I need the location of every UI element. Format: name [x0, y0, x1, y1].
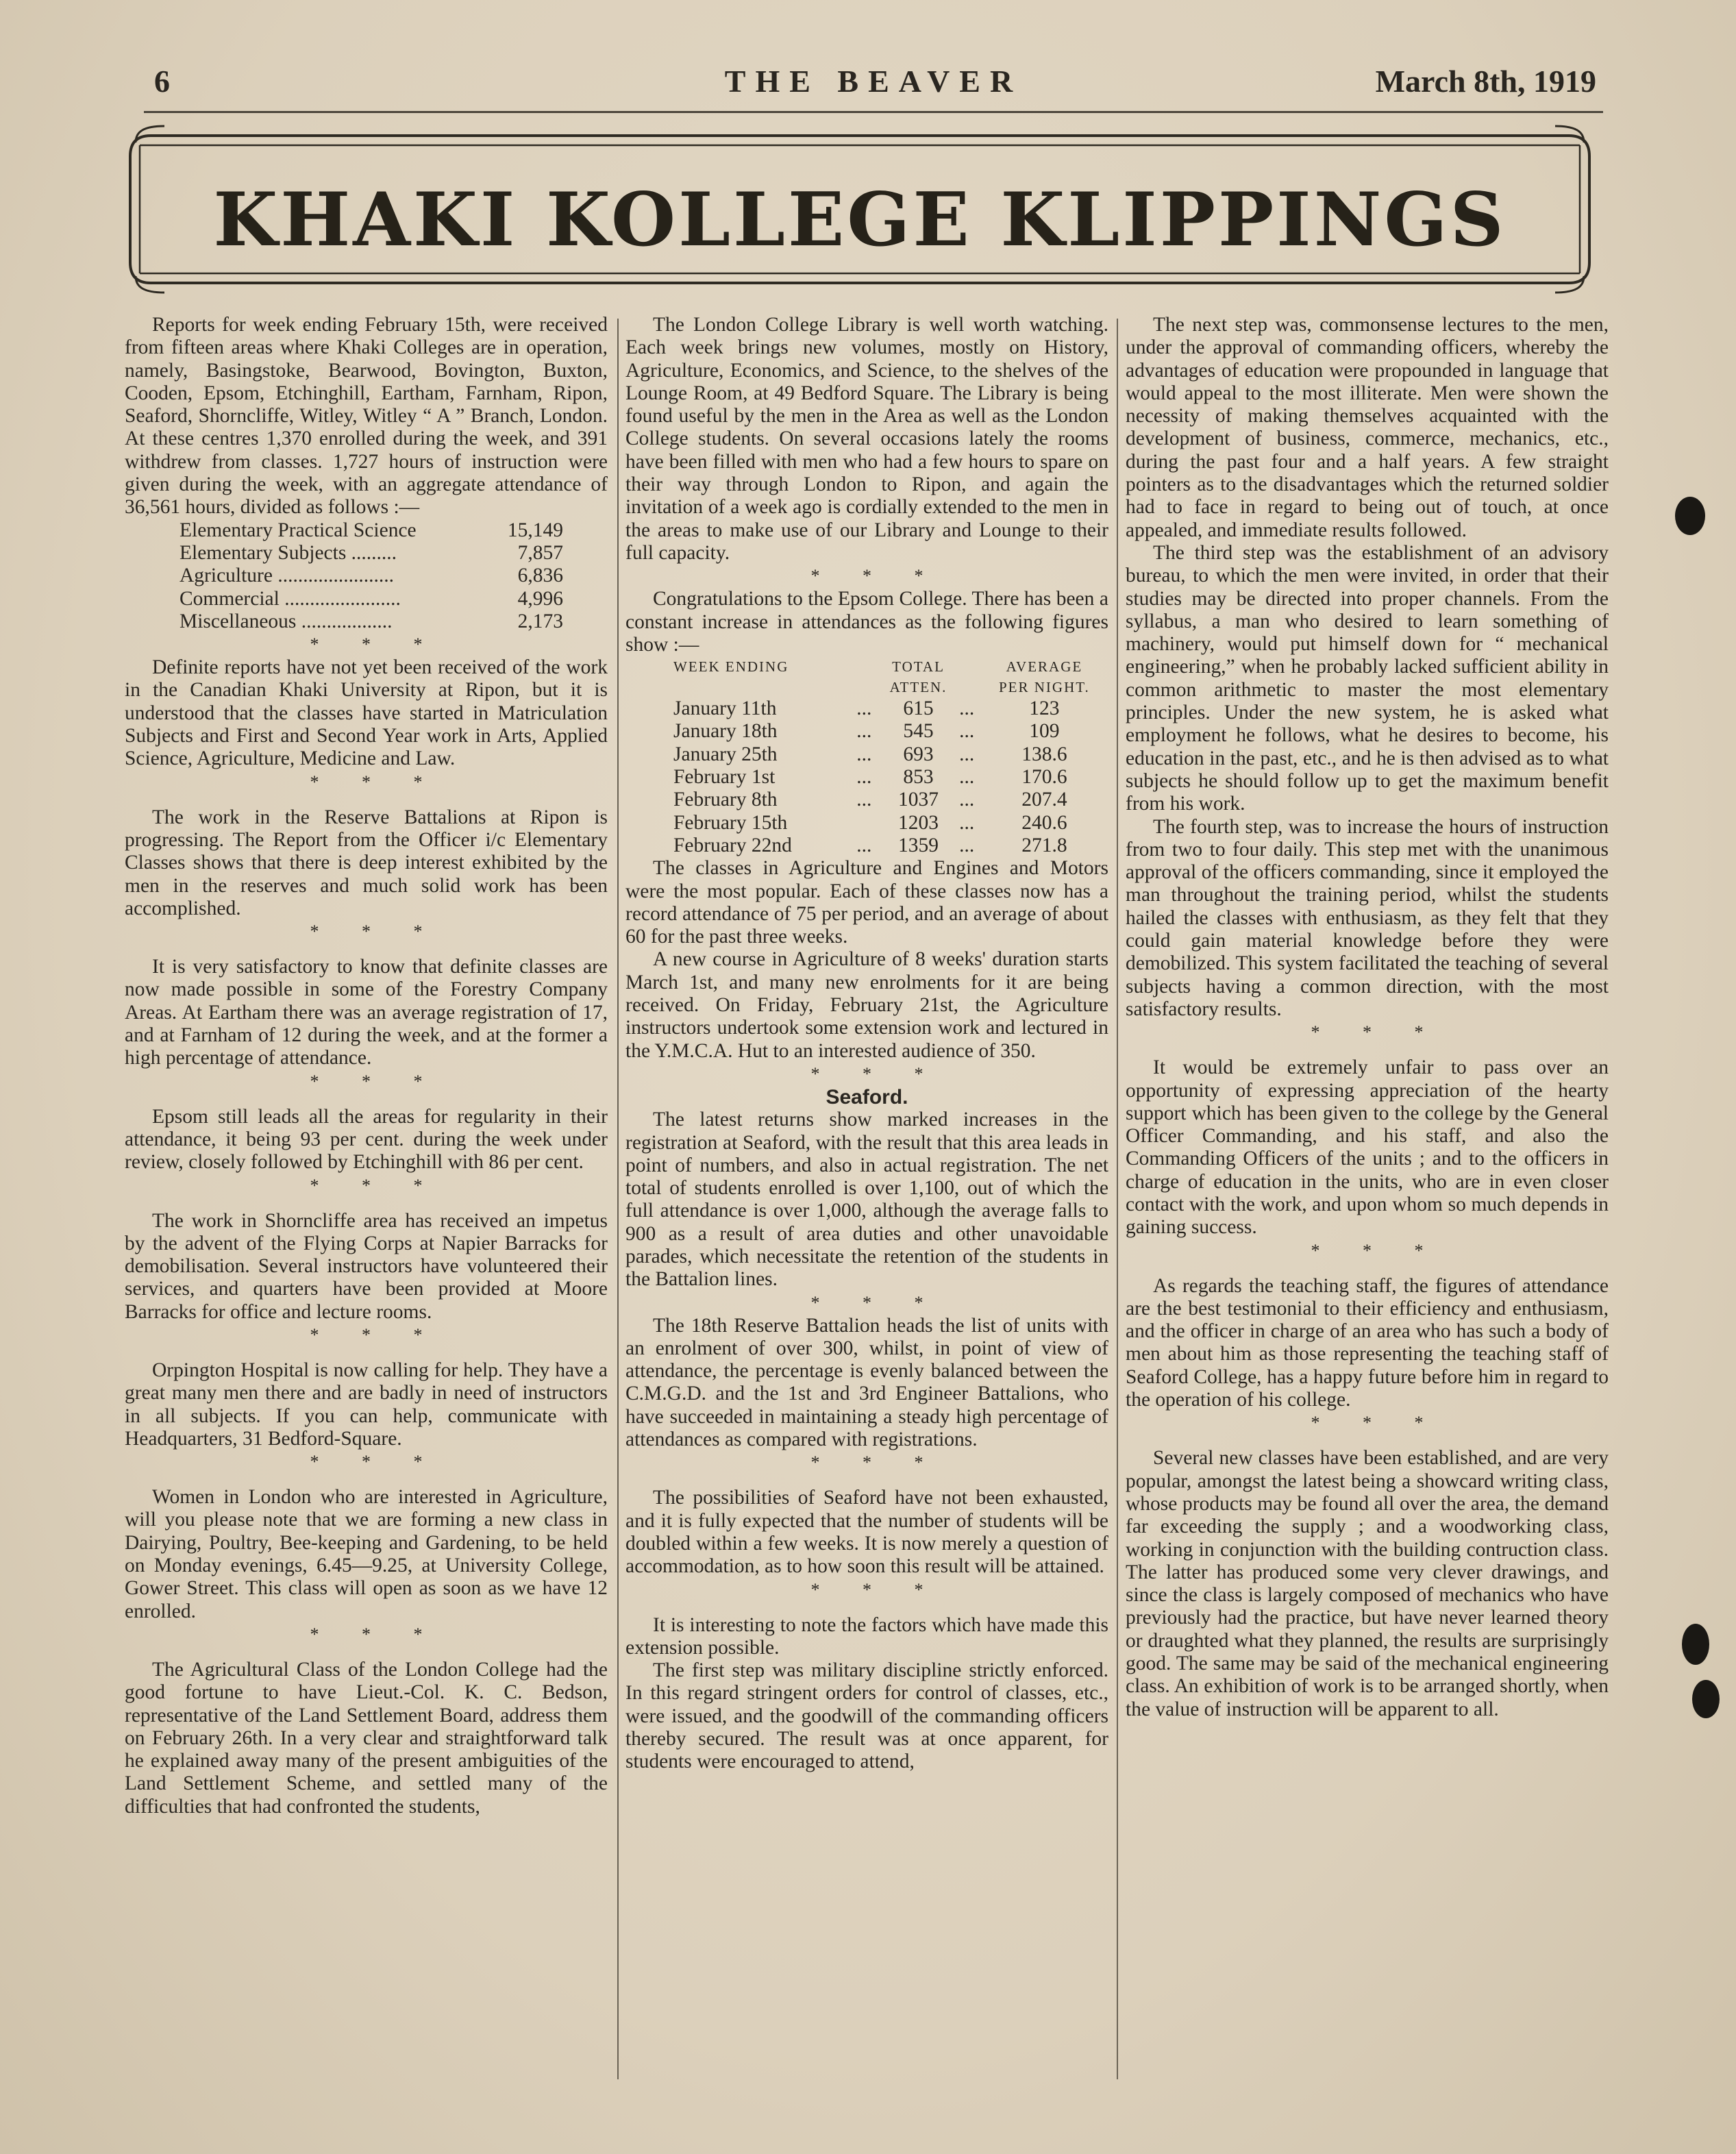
separator: * * *	[1311, 1413, 1443, 1433]
subject-hours-list	[179, 519, 608, 633]
table-row: January 18th ... 545 ... 109	[673, 720, 1060, 743]
list-item	[179, 542, 563, 565]
list-item	[179, 519, 563, 542]
article-paragraph: It is very satisfactory to know that definite classes are now made possible in some of the Forestry Company Areas. At Eartham there was an average registration of 17, and at Farnham of 12 during the week, and at the former a high percentage of attendance.	[125, 956, 608, 1069]
article-paragraph: The fourth step, was to increase the hours of instruction from two to four daily. This step met with the unanimous approval of the officers commanding, since it employed the man throughout the training period, whilst the students hailed the classes with enthusiasm, as they felt that they could gain material knowledge before they were demobilized. This system facilitated the teaching of several subjects having a common direction, with the most satisfactory results.	[1126, 815, 1609, 1020]
binding-hole	[1682, 1624, 1709, 1665]
table-row: February 8th ... 1037 ... 207.4	[673, 789, 1067, 811]
article-paragraph: As regards the teaching staff, the figures of attendance are the best testimonial to their efficiency and enthusiasm, and the officer in charge of an area who has such a body of men about him as those representing the teaching staff of Seaford College, has a happy future before him in regard to the operation of his college.	[1126, 1274, 1609, 1411]
table-header-row	[625, 677, 1108, 697]
column-divider	[1117, 319, 1118, 2079]
separator: * * *	[310, 634, 442, 655]
separator: * * *	[310, 1324, 442, 1345]
article-paragraph: It would be extremely unfair to pass over an opportunity of expressing appreciation of the hearty support which has been given to the college by the General Officer Commanding, and his staff, and also the Commanding Officers of the units ; and to the officers in charge of education in the units, who are in even closer contact with the work, and upon whom so much depends in gaining success.	[1126, 1056, 1609, 1239]
separator: * * *	[310, 1071, 442, 1091]
separator: * * *	[810, 566, 943, 586]
article-paragraph: Women in London who are interested in Agriculture, will you please note that we are forming a new class in Dairying, Poultry, Bee-keeping and Gardening, to be held on Monday evenings, 6.45—9.25, at University College, Gower Street. This class will open as soon as we have 12 enrolled.	[125, 1486, 608, 1622]
table-header-row	[625, 656, 1108, 677]
masthead	[144, 63, 1603, 106]
article-paragraph: Congratulations to the Epsom College. There has been a constant increase in attendances as the following figures show :—	[625, 588, 1108, 656]
article-paragraph: The London College Library is well worth watching. Each week brings new volumes, mostly on History, Agriculture, Economics, and Science, to the shelves of the Lounge Room, at 49 Bedford Square. The Library is being found useful by the men in the Area as well as the London College students. On several occasions lately the rooms have been filled with men who had a few hours to spare on their way through London to Ripon, and again the invitation of a week ago is cordially extended to the men in the areas to make use of our Library and Lounge to their full capacity.	[625, 314, 1108, 564]
separator: * * *	[1311, 1022, 1443, 1043]
separator: * * *	[310, 1452, 442, 1472]
article-paragraph: The work in Shorncliffe area has received an impetus by the advent of the Flying Corps at Napier Barracks for demobilisation. Several instructors have volunteered their services, and quarters have been provided at Moore Barracks for office and lecture rooms.	[125, 1209, 608, 1323]
article-paragraph: The Agricultural Class of the London College had the good fortune to have Lieut.-Col. K. C. Bedson, representative of the Land Settlement Board, address them on February 26th. In a very clear and straightforward talk he explained away many of the present ambiguities of the Land Settlement Scheme, and settled many of the difficulties that had confronted the students,	[125, 1658, 608, 1818]
subject-hours: 6,836	[517, 565, 563, 587]
column-header: WEEK ENDING	[673, 658, 789, 676]
issue-date: March 8th, 1919	[1375, 64, 1596, 99]
article-paragraph: Definite reports have not yet been received of the work in the Canadian Khaki University at Ripon, but it is understood that the classes have started in Matriculation Subjects and First and Second Year work in Arts, Applied Science, Agriculture, Medicine and Law.	[125, 656, 608, 770]
subject-hours: 7,857	[517, 541, 563, 564]
separator: * * *	[1311, 1240, 1443, 1261]
publication-name: THE BEAVER	[724, 64, 1023, 99]
masthead-rule	[144, 111, 1603, 113]
article-paragraph: The latest returns show marked increases in the registration at Seaford, with the result that this area leads in point of numbers, and also in actual registration. The net total of students enrolled is over 1,100, out of which the full attendance is over 1,000, although the average falls to 900 as a result of area duties and other unavoidable parades, which necessitate the retention of the students in the Battalion lines.	[625, 1109, 1108, 1291]
table-row: February 1st ... 853 ... 170.6	[673, 766, 1067, 789]
article-paragraph: The first step was military discipline strictly enforced. In this regard stringent orders for control of classes, etc., were issued, and the goodwill of the commanding officers thereby secured. The result was at once apparent, for students were encouraged to attend,	[625, 1659, 1108, 1773]
subject-name: Commercial .......................	[179, 587, 401, 610]
separator: * * *	[310, 921, 442, 942]
article-paragraph: The classes in Agriculture and Engines and Motors were the most popular. Each of these classes now has a record attendance of 75 per period, and an average of about 60 for the past three weeks.	[625, 857, 1108, 948]
section-title: KHAKI KOLLEGE KLIPPINGS	[213, 177, 1506, 263]
article-paragraph: Orpington Hospital is now calling for help. They have a great many men there and are badly in need of instructors in all subjects. If you can help, communicate with Headquarters, 31 Bedford-Square.	[125, 1359, 608, 1450]
binding-hole	[1675, 497, 1705, 535]
article-paragraph: The third step was the establishment of an advisory bureau, to which the men were invited, in order that their studies may be directed into proper channels. From the syllabus, a man who desired to learn something of machinery, would put himself down for “ mechanical engineering,” when he probably lacked sufficient ability in common arithmetic to master the most elementary principles. Under the new system, he is asked what employment he follows, what he desires to become, his education in the past, etc., and he is then advised as to what subjects he should follow up to get the maximum benefit from his work.	[1126, 541, 1609, 815]
article-paragraph: Reports for week ending February 15th, were received from fifteen areas where Khaki Colleges are in operation, namely, Basingstoke, Bearwood, Bovington, Buxton, Cooden, Epsom, Etchinghill, Eartham, Farnham, Ripon, Seaford, Shorncliffe, Witley, Witley “ A ” Branch, London. At these centres 1,370 enrolled during the week, and 391 withdrew from classes. 1,727 hours of instruction were given during the week, with an aggregate attendance of 36,561 hours, divided as follows :—	[125, 314, 608, 519]
separator: * * *	[310, 1175, 442, 1196]
list-item	[179, 588, 563, 610]
column-header: ATTEN.	[889, 679, 947, 696]
subject-hours: 15,149	[507, 519, 563, 541]
subject-hours: 4,996	[517, 587, 563, 610]
subheading: Seaford.	[826, 1085, 908, 1109]
list-item	[179, 610, 563, 633]
column-3	[1126, 314, 1609, 2088]
subject-name: Elementary Subjects .........	[179, 541, 397, 564]
column-header: TOTAL	[892, 658, 945, 676]
article-paragraph: The next step was, commonsense lectures to the men, under the approval of commanding officers, whereby the advantages of education were propounded in language that would appeal to the most illiterate. Men were shown the necessity of making themselves acquainted with the development of business, commerce, mechanics, etc., during the past four and a half years. A few straight pointers as to the disadvantages which the returned soldier had to face in regard to being out of touch, at once appealed, and immediate results followed.	[1126, 314, 1609, 541]
attendance-table	[625, 656, 1108, 857]
article-paragraph: The 18th Reserve Battalion heads the list of units with an enrolment of over 300, whilst, in point of view of attendance, the percentage is evenly balanced between the C.M.G.D. and the 1st and 3rd Engineer Battalions, who have succeeded in maintaining a steady high percentage of attendances as compared with registrations.	[625, 1314, 1108, 1451]
separator: * * *	[810, 1452, 943, 1473]
separator: * * *	[810, 1063, 943, 1084]
separator: * * *	[810, 1579, 943, 1600]
column-divider	[617, 319, 619, 2079]
table-row: January 25th ... 693 ... 138.6	[673, 743, 1067, 765]
list-item	[179, 565, 563, 587]
article-paragraph: The possibilities of Seaford have not been exhausted, and it is fully expected that the number of students will be doubled within a few weeks. It is now merely a question of accommodation, as to how soon this result will be attained.	[625, 1487, 1108, 1578]
column-header: PER NIGHT.	[999, 679, 1090, 696]
table-row: February 22nd ... 1359 ... 271.8	[673, 834, 1067, 856]
subject-name: Miscellaneous ..................	[179, 610, 393, 632]
banner	[123, 122, 1596, 300]
page-number: 6	[154, 64, 170, 99]
column-header: AVERAGE	[1006, 658, 1083, 676]
column-2	[625, 314, 1108, 2088]
article-paragraph: It is interesting to note the factors which have made this extension possible.	[625, 1613, 1108, 1659]
table-row: January 11th ... 615 ... 123	[673, 697, 1060, 720]
article-paragraph: Epsom still leads all the areas for regularity in their attendance, it being 93 per cent. during the week under review, closely followed by Etchinghill with 86 per cent.	[125, 1105, 608, 1174]
column-1	[125, 314, 608, 2088]
separator: * * *	[310, 1624, 442, 1644]
table-row: February 15th 1203 ... 240.6	[673, 811, 1067, 834]
subject-name: Elementary Practical Science	[179, 519, 417, 541]
subject-name: Agriculture .......................	[179, 565, 394, 587]
article-paragraph: A new course in Agriculture of 8 weeks' duration starts March 1st, and many new enrolments for it are being received. On Friday, February 21st, the Agriculture instructors undertook some extension work and lectured in the Y.M.C.A. Hut to an interested audience of 350.	[625, 948, 1108, 1062]
article-paragraph: Several new classes have been established, and are very popular, amongst the latest being a showcard writing class, whose products may be found all over the area, the demand far exceeding the supply ; and a woodworking class, working in conjunction with the building contruction class. The latter has produced some very clever drawings, and since the class is largely composed of mechanics who have previously had the practice, but have never learned theory or draughted what they planned, the results are surprisingly good. The same may be said of the mechanical engineering class. An exhibition of work is to be arranged shortly, when the value of instruction will be apparent to all.	[1126, 1447, 1609, 1720]
binding-hole	[1692, 1680, 1720, 1718]
separator: * * *	[810, 1292, 943, 1313]
article-paragraph: The work in the Reserve Battalions at Ripon is progressing. The Report from the Officer i/c Elementary Classes shows that there is deep interest exhibited by the men in the reserves and much solid work has been accomplished.	[125, 806, 608, 919]
subject-hours: 2,173	[517, 610, 563, 632]
separator: * * *	[310, 771, 442, 792]
